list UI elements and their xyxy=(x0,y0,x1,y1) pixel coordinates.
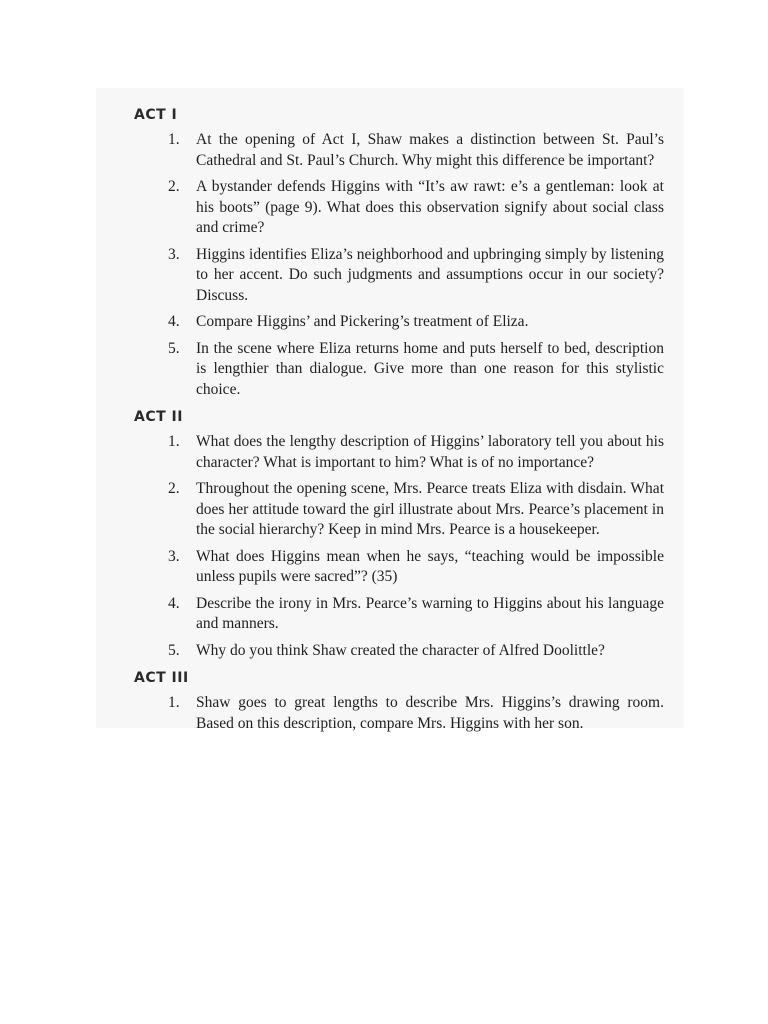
question-item xyxy=(134,177,664,239)
question-item xyxy=(134,312,664,333)
question-text: Why do you think Shaw created the character of Alfred Doolittle? xyxy=(196,641,605,659)
question-number: 1. xyxy=(168,131,180,148)
question-item xyxy=(134,479,664,541)
question-text: At the opening of Act I, Shaw makes a distinction between St. Paul’s Cathedral and St. Paul’s Church. Why might this difference be important? xyxy=(196,131,664,169)
question-number: 2. xyxy=(168,480,180,497)
question-item xyxy=(134,641,664,662)
act-section xyxy=(134,104,664,400)
study-questions xyxy=(134,104,664,740)
act-heading: ACT II xyxy=(134,409,183,425)
question-number: 3. xyxy=(168,547,180,565)
act-heading: ACT III xyxy=(134,670,189,686)
question-number: 3. xyxy=(168,245,180,263)
question-text: What does Higgins mean when he says, “teaching would be impossible unless pupils were sacred”? (35) xyxy=(196,547,664,585)
question-text: What does the lengthy description of Higgins’ laboratory tell you about his character? What is important to him? What is of no importance? xyxy=(196,433,664,471)
question-text: Compare Higgins’ and Pickering’s treatment of Eliza. xyxy=(196,313,529,330)
question-number: 1. xyxy=(168,433,180,450)
question-text: In the scene where Eliza returns home and puts herself to bed, description is lengthier than dialogue. Give more than one reason for this stylistic choice. xyxy=(196,339,664,398)
question-list xyxy=(134,130,664,400)
question-number: 5. xyxy=(168,339,180,357)
question-list xyxy=(134,693,664,734)
question-number: 2. xyxy=(168,178,180,195)
act-section xyxy=(134,667,664,734)
question-item xyxy=(134,547,664,588)
question-text: Describe the irony in Mrs. Pearce’s warning to Higgins about his language and manners. xyxy=(196,594,664,632)
question-item xyxy=(134,245,664,307)
question-number: 5. xyxy=(168,641,180,659)
question-text: Shaw goes to great lengths to describe Mrs. Higgins’s drawing room. Based on this description, compare Mrs. Higgins with her son. xyxy=(196,694,664,732)
question-text: A bystander defends Higgins with “It’s aw rawt: e’s a gentleman: look at his boots” (page 9). What does this observation signify about social class and crime? xyxy=(196,178,664,236)
question-item xyxy=(134,339,664,401)
act-heading: ACT I xyxy=(134,107,178,123)
question-item xyxy=(134,130,664,171)
question-number: 1. xyxy=(168,694,180,711)
question-item xyxy=(134,432,664,473)
question-item xyxy=(134,594,664,635)
question-list xyxy=(134,432,664,661)
question-number: 4. xyxy=(168,594,180,612)
question-number: 4. xyxy=(168,313,180,330)
act-section xyxy=(134,406,664,661)
question-text: Throughout the opening scene, Mrs. Pearce treats Eliza with disdain. What does her attitude toward the girl illustrate about Mrs. Pearce’s placement in the social hierarchy? Keep in mind Mrs. Pearce is a housekeeper. xyxy=(196,480,664,538)
question-item xyxy=(134,693,664,734)
question-text: Higgins identifies Eliza’s neighborhood and upbringing simply by listening to her accent. Do such judgments and assumptions occur in our society? Discuss. xyxy=(196,245,664,304)
